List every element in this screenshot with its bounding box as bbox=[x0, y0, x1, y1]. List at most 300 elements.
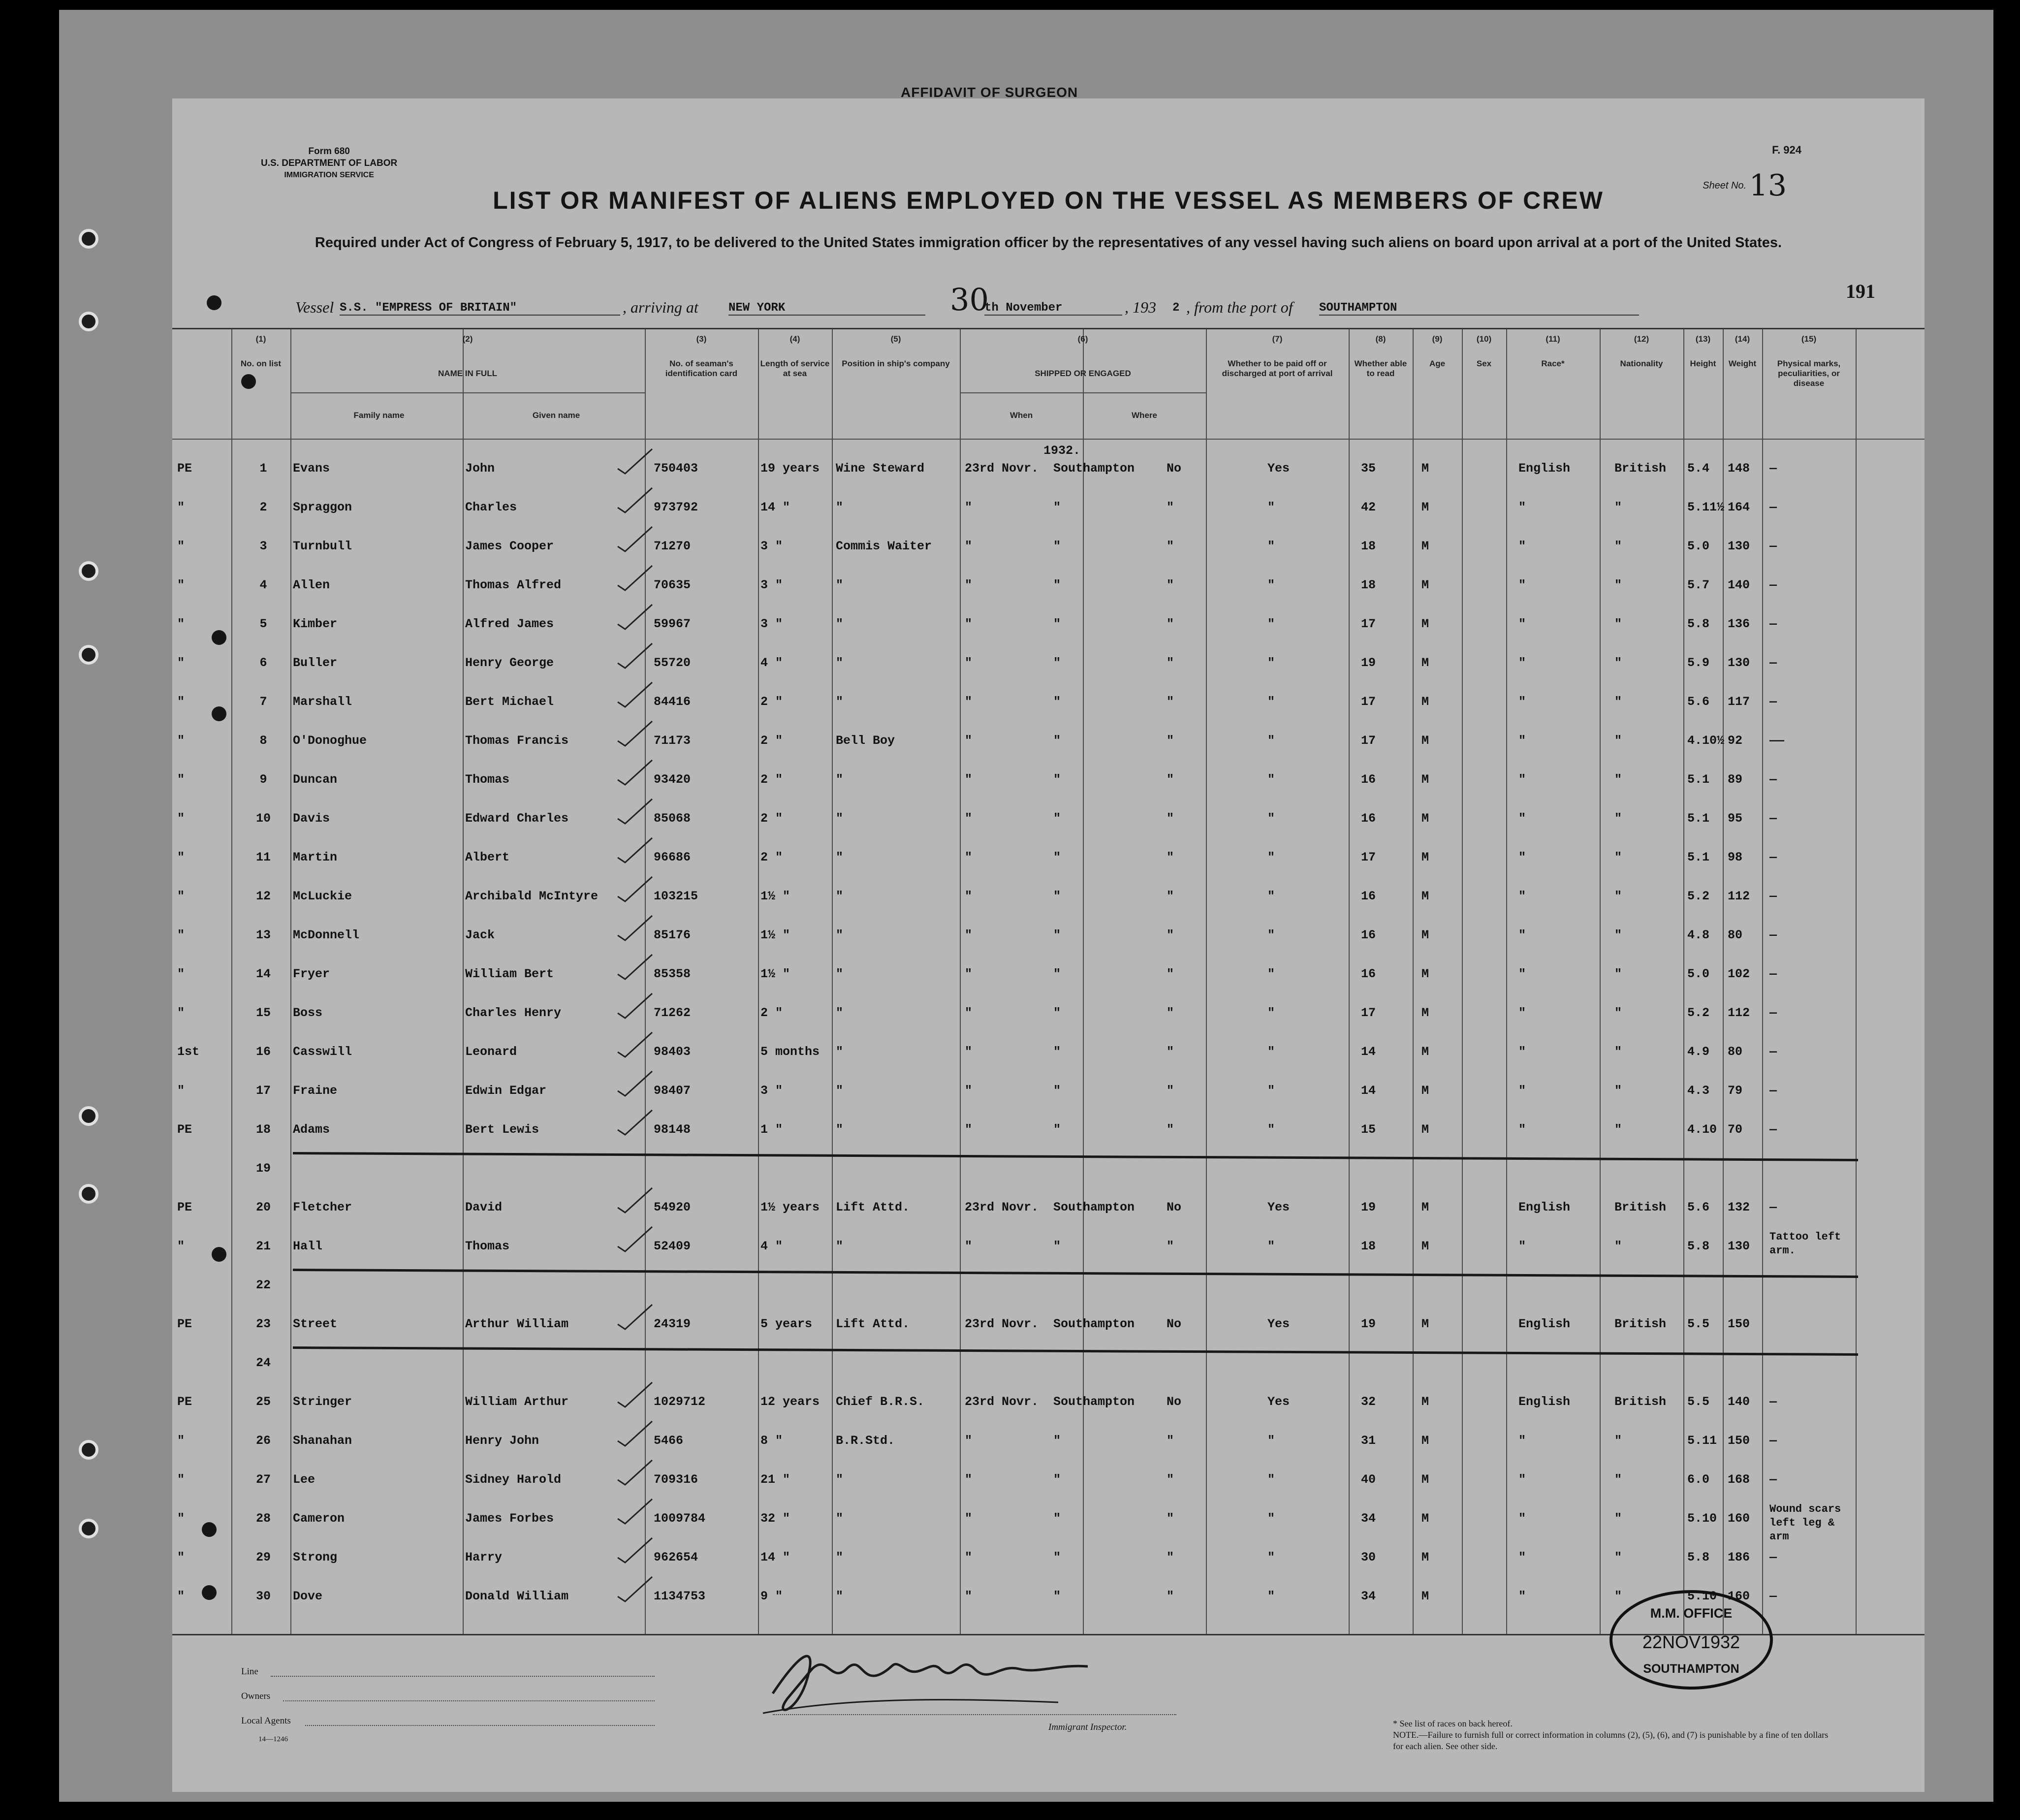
cell-no: 30 bbox=[255, 1589, 271, 1603]
cell-marks: — bbox=[1769, 461, 1777, 476]
cell-height: 5.8 bbox=[1687, 617, 1710, 631]
cell-nat: " bbox=[1614, 656, 1622, 670]
cell-marks: — bbox=[1769, 1200, 1777, 1214]
cell-family: Evans bbox=[293, 461, 330, 476]
check-mark bbox=[615, 719, 655, 748]
cell-height: 4.9 bbox=[1687, 1045, 1710, 1059]
cell-given: Jack bbox=[465, 928, 495, 942]
cell-age: 14 bbox=[1361, 1084, 1376, 1098]
cell-sex: M bbox=[1421, 500, 1429, 514]
cell-where: " bbox=[1053, 617, 1061, 631]
cell-paid: " bbox=[1167, 500, 1174, 514]
cell-height: 5.8 bbox=[1687, 1239, 1710, 1253]
check-mark bbox=[615, 1030, 655, 1059]
cell-when: " bbox=[965, 850, 973, 864]
cell-weight: 80 bbox=[1728, 1045, 1743, 1059]
check-mark bbox=[615, 641, 655, 671]
cell-given: Archibald McIntyre bbox=[465, 889, 599, 903]
cell-when: " bbox=[965, 967, 973, 981]
cell-read: " bbox=[1267, 1472, 1275, 1487]
column-header: Sex bbox=[1476, 359, 1492, 368]
form-number-block bbox=[261, 146, 397, 181]
cell-no: 3 bbox=[259, 539, 267, 553]
cell-given: Albert bbox=[465, 850, 510, 864]
cell-read: " bbox=[1267, 1045, 1275, 1059]
punch-hole bbox=[79, 1106, 98, 1126]
check-mark bbox=[615, 952, 655, 982]
strikethrough-line bbox=[293, 1152, 1858, 1161]
cell-where: " bbox=[1053, 928, 1061, 942]
cell-age: 14 bbox=[1361, 1045, 1376, 1059]
cell-family: Fryer bbox=[293, 967, 330, 981]
cell-family: Adams bbox=[293, 1122, 330, 1137]
cell-race: " bbox=[1518, 734, 1526, 748]
cell-mark: PE bbox=[177, 1122, 192, 1137]
cell-height: 4.10½ bbox=[1687, 734, 1725, 748]
column-divider bbox=[1723, 329, 1724, 1634]
column-divider bbox=[960, 329, 961, 1634]
cell-family: Marshall bbox=[293, 695, 352, 709]
cell-service: 2 " bbox=[760, 772, 783, 787]
cell-no: 1 bbox=[259, 461, 267, 476]
column-header: Position in ship's company bbox=[842, 359, 950, 368]
column-divider bbox=[1506, 329, 1507, 1634]
cell-nat: " bbox=[1614, 772, 1622, 787]
cell-marks: Wound scars left leg & arm bbox=[1769, 1503, 1841, 1543]
cell-no: 14 bbox=[255, 967, 271, 981]
cell-age: 34 bbox=[1361, 1589, 1376, 1603]
cell-service: 2 " bbox=[760, 811, 783, 826]
cell-weight: 168 bbox=[1728, 1472, 1750, 1487]
cell-position: " bbox=[836, 1045, 844, 1059]
column-divider bbox=[1683, 329, 1684, 1634]
column-number: (4) bbox=[789, 334, 800, 344]
owners-field bbox=[283, 1700, 655, 1701]
cell-no: 10 bbox=[255, 811, 271, 826]
arrival-date-handwritten: 30 bbox=[950, 282, 989, 318]
cell-race: " bbox=[1518, 1589, 1526, 1603]
column-number: (10) bbox=[1476, 334, 1492, 344]
cell-race: " bbox=[1518, 1511, 1526, 1526]
punch-hole bbox=[79, 229, 98, 249]
cell-height: 5.10 bbox=[1687, 1511, 1717, 1526]
local-agents-label: Local Agents bbox=[241, 1716, 291, 1726]
check-mark bbox=[615, 913, 655, 943]
cell-paid: " bbox=[1167, 1239, 1174, 1253]
cell-mark: " bbox=[177, 889, 185, 903]
cell-race: " bbox=[1518, 1550, 1526, 1565]
cell-position: " bbox=[836, 1122, 844, 1137]
column-divider bbox=[1413, 329, 1414, 1634]
cell-read: Yes bbox=[1267, 1395, 1290, 1409]
cell-race: " bbox=[1518, 617, 1526, 631]
cell-weight: 98 bbox=[1728, 850, 1743, 864]
cell-where: " bbox=[1053, 1084, 1061, 1098]
cell-mark: " bbox=[177, 1511, 185, 1526]
cell-service: 32 " bbox=[760, 1511, 790, 1526]
stamp-top-text: M.M. OFFICE bbox=[1650, 1606, 1733, 1621]
cell-family: McLuckie bbox=[293, 889, 352, 903]
cell-position: " bbox=[836, 695, 844, 709]
cell-where: " bbox=[1053, 967, 1061, 981]
cell-no: 12 bbox=[255, 889, 271, 903]
cell-age: 16 bbox=[1361, 967, 1376, 981]
cell-height: 5.10 bbox=[1687, 1589, 1717, 1603]
cell-marks: — bbox=[1769, 811, 1777, 826]
affidavit-title: AFFIDAVIT OF SURGEON bbox=[901, 85, 1078, 100]
cell-service: 14 " bbox=[760, 1550, 790, 1565]
cell-family: Fraine bbox=[293, 1084, 338, 1098]
cell-sex: M bbox=[1421, 1589, 1429, 1603]
cell-race: " bbox=[1518, 967, 1526, 981]
cell-race: " bbox=[1518, 850, 1526, 864]
cell-race: " bbox=[1518, 772, 1526, 787]
cell-race: " bbox=[1518, 1434, 1526, 1448]
cell-read: Yes bbox=[1267, 461, 1290, 476]
cell-mark: " bbox=[177, 967, 185, 981]
cell-nat: " bbox=[1614, 1045, 1622, 1059]
punch-hole bbox=[79, 1519, 98, 1538]
cell-marks: — bbox=[1769, 850, 1777, 864]
cell-family: Hall bbox=[293, 1239, 323, 1253]
check-mark bbox=[615, 447, 655, 476]
cell-position: " bbox=[836, 967, 844, 981]
cell-race: " bbox=[1518, 1472, 1526, 1487]
page-subtitle: Required under Act of Congress of February 5, 1917, to be delivered to the United States immigration officer by the representatives of any vessel having such aliens on board upon arrival at a port of the United States. bbox=[315, 235, 1782, 251]
cell-when: " bbox=[965, 772, 973, 787]
cell-family: Fletcher bbox=[293, 1200, 352, 1214]
cell-weight: 102 bbox=[1728, 967, 1750, 981]
column-divider bbox=[1206, 329, 1207, 1634]
cell-family: Strong bbox=[293, 1550, 338, 1565]
cell-given: William Arthur bbox=[465, 1395, 569, 1409]
cell-where: Southampton bbox=[1053, 1200, 1135, 1214]
cell-nat: British bbox=[1614, 1317, 1667, 1331]
cell-given: Charles bbox=[465, 500, 517, 514]
cell-given: David bbox=[465, 1200, 503, 1214]
cell-height: 6.0 bbox=[1687, 1472, 1710, 1487]
form-line: Form 680 bbox=[308, 146, 350, 157]
cell-paid: " bbox=[1167, 539, 1174, 553]
cell-card: 973792 bbox=[654, 500, 698, 514]
cell-weight: 112 bbox=[1728, 1006, 1750, 1020]
cell-weight: 164 bbox=[1728, 500, 1750, 514]
cell-age: 35 bbox=[1361, 461, 1376, 476]
from-port: SOUTHAMPTON bbox=[1319, 301, 1639, 316]
from-port-label: , from the port of bbox=[1186, 298, 1293, 316]
cell-when: 23rd Novr. bbox=[965, 1317, 1039, 1331]
cell-nat: " bbox=[1614, 889, 1622, 903]
column-subheader: When bbox=[1010, 411, 1033, 420]
cell-marks: — bbox=[1769, 1589, 1777, 1603]
cell-service: 2 " bbox=[760, 850, 783, 864]
cell-sex: M bbox=[1421, 1317, 1429, 1331]
cell-mark: PE bbox=[177, 1317, 192, 1331]
cell-where: " bbox=[1053, 1472, 1061, 1487]
cell-position: " bbox=[836, 1239, 844, 1253]
cell-where: " bbox=[1053, 1550, 1061, 1565]
cell-weight: 132 bbox=[1728, 1200, 1750, 1214]
cell-height: 5.6 bbox=[1687, 695, 1710, 709]
cell-family: Turnbull bbox=[293, 539, 352, 553]
cell-age: 32 bbox=[1361, 1395, 1376, 1409]
cell-when: " bbox=[965, 500, 973, 514]
year-above-dates: 1932. bbox=[1043, 444, 1081, 458]
check-mark bbox=[615, 1108, 655, 1137]
cell-nat: British bbox=[1614, 461, 1667, 476]
cell-sex: M bbox=[1421, 772, 1429, 787]
cell-age: 19 bbox=[1361, 1317, 1376, 1331]
cell-family: Kimber bbox=[293, 617, 338, 631]
cell-age: 17 bbox=[1361, 850, 1376, 864]
cell-read: " bbox=[1267, 772, 1275, 787]
cell-marks: — bbox=[1769, 1006, 1777, 1020]
column-header: Physical marks, peculiarities, or disease bbox=[1777, 359, 1841, 388]
cell-given: Sidney Harold bbox=[465, 1472, 562, 1487]
cell-age: 18 bbox=[1361, 1239, 1376, 1253]
cell-paid: " bbox=[1167, 578, 1174, 592]
cell-race: " bbox=[1518, 811, 1526, 826]
cell-marks: — bbox=[1769, 500, 1777, 514]
print-code: 14—1246 bbox=[258, 1735, 288, 1743]
inspector-signature bbox=[743, 1639, 1107, 1723]
cell-where: " bbox=[1053, 1045, 1061, 1059]
cell-sex: M bbox=[1421, 1395, 1429, 1409]
cell-where: Southampton bbox=[1053, 1395, 1135, 1409]
cell-position: " bbox=[836, 1589, 844, 1603]
cell-no: 26 bbox=[255, 1434, 271, 1448]
cell-given: Thomas bbox=[465, 772, 510, 787]
cell-where: " bbox=[1053, 1511, 1061, 1526]
cell-position: " bbox=[836, 1084, 844, 1098]
check-mark bbox=[615, 835, 655, 865]
cell-when: " bbox=[965, 1434, 973, 1448]
check-mark bbox=[615, 680, 655, 709]
cell-where: " bbox=[1053, 578, 1061, 592]
cell-paid: " bbox=[1167, 1045, 1174, 1059]
cell-sex: M bbox=[1421, 928, 1429, 942]
cell-weight: 160 bbox=[1728, 1589, 1750, 1603]
cell-weight: 150 bbox=[1728, 1434, 1750, 1448]
cell-weight: 150 bbox=[1728, 1317, 1750, 1331]
cell-given: Donald William bbox=[465, 1589, 569, 1603]
cell-given: Arthur William bbox=[465, 1317, 569, 1331]
column-divider bbox=[231, 329, 232, 1634]
stamp-bottom-text: SOUTHAMPTON bbox=[1643, 1662, 1739, 1676]
cell-when: " bbox=[965, 734, 973, 748]
vessel-name: S.S. "EMPRESS OF BRITAIN" bbox=[340, 301, 620, 316]
cell-mark: " bbox=[177, 772, 185, 787]
cell-nat: " bbox=[1614, 928, 1622, 942]
cell-paid: " bbox=[1167, 772, 1174, 787]
cell-paid: " bbox=[1167, 1589, 1174, 1603]
cell-sex: M bbox=[1421, 811, 1429, 826]
cell-no: 27 bbox=[255, 1472, 271, 1487]
cell-paid: " bbox=[1167, 1122, 1174, 1137]
column-divider bbox=[1856, 329, 1857, 1634]
cell-height: 4.10 bbox=[1687, 1122, 1717, 1137]
cell-height: 5.8 bbox=[1687, 1550, 1710, 1565]
cell-given: James Cooper bbox=[465, 539, 554, 553]
cell-read: " bbox=[1267, 617, 1275, 631]
cell-family: Martin bbox=[293, 850, 338, 864]
cell-age: 42 bbox=[1361, 500, 1376, 514]
check-mark bbox=[615, 1497, 655, 1526]
cell-service: 19 years bbox=[760, 461, 820, 476]
cell-sex: M bbox=[1421, 539, 1429, 553]
cell-given: Harry bbox=[465, 1550, 503, 1565]
cell-card: 1134753 bbox=[654, 1589, 706, 1603]
column-header: Nationality bbox=[1620, 359, 1663, 368]
cell-marks: — bbox=[1769, 1084, 1777, 1098]
cell-service: 2 " bbox=[760, 734, 783, 748]
cell-paid: " bbox=[1167, 1006, 1174, 1020]
cell-marks: — bbox=[1769, 772, 1777, 787]
cell-card: 59967 bbox=[654, 617, 691, 631]
cell-race: " bbox=[1518, 889, 1526, 903]
cell-height: 5.5 bbox=[1687, 1395, 1710, 1409]
cell-weight: 92 bbox=[1728, 734, 1743, 748]
cell-weight: 112 bbox=[1728, 889, 1750, 903]
cell-given: Leonard bbox=[465, 1045, 517, 1059]
cell-no: 8 bbox=[259, 734, 267, 748]
cell-sex: M bbox=[1421, 461, 1429, 476]
cell-no: 4 bbox=[259, 578, 267, 592]
cell-no: 15 bbox=[255, 1006, 271, 1020]
cell-paid: " bbox=[1167, 1084, 1174, 1098]
cell-age: 17 bbox=[1361, 617, 1376, 631]
cell-mark: " bbox=[177, 1006, 185, 1020]
cell-no: 25 bbox=[255, 1395, 271, 1409]
cell-card: 70635 bbox=[654, 578, 691, 592]
cell-read: " bbox=[1267, 734, 1275, 748]
cell-age: 40 bbox=[1361, 1472, 1376, 1487]
cell-paid: " bbox=[1167, 811, 1174, 826]
column-number: (5) bbox=[890, 334, 901, 344]
cell-given: Bert Michael bbox=[465, 695, 554, 709]
cell-service: 12 years bbox=[760, 1395, 820, 1409]
cell-card: 93420 bbox=[654, 772, 691, 787]
column-header: Height bbox=[1690, 359, 1716, 368]
punch-hole bbox=[79, 561, 98, 581]
cell-read: " bbox=[1267, 928, 1275, 942]
cell-nat: " bbox=[1614, 539, 1622, 553]
cell-paid: " bbox=[1167, 695, 1174, 709]
cell-service: 14 " bbox=[760, 500, 790, 514]
cell-given: Thomas Alfred bbox=[465, 578, 562, 592]
column-number: (15) bbox=[1801, 334, 1817, 344]
form-code: F. 924 bbox=[1772, 144, 1801, 156]
cell-sex: M bbox=[1421, 617, 1429, 631]
cell-given: John bbox=[465, 461, 495, 476]
cell-no: 23 bbox=[255, 1317, 271, 1331]
cell-race: " bbox=[1518, 539, 1526, 553]
column-divider bbox=[1083, 393, 1084, 439]
cell-nat: British bbox=[1614, 1395, 1667, 1409]
cell-read: Yes bbox=[1267, 1200, 1290, 1214]
cell-paid: No bbox=[1167, 1395, 1182, 1409]
cell-nat: British bbox=[1614, 1200, 1667, 1214]
cell-mark: " bbox=[177, 1550, 185, 1565]
immigrant-inspector-label: Immigrant Inspector. bbox=[1048, 1722, 1127, 1732]
cell-when: " bbox=[965, 1084, 973, 1098]
cell-mark: " bbox=[177, 1239, 185, 1253]
cell-given: Alfred James bbox=[465, 617, 554, 631]
cell-where: " bbox=[1053, 850, 1061, 864]
cell-paid: " bbox=[1167, 967, 1174, 981]
cell-no: 11 bbox=[255, 850, 271, 864]
cell-paid: " bbox=[1167, 928, 1174, 942]
cell-no: 16 bbox=[255, 1045, 271, 1059]
cell-where: " bbox=[1053, 656, 1061, 670]
cell-nat: " bbox=[1614, 1006, 1622, 1020]
cell-card: 52409 bbox=[654, 1239, 691, 1253]
races-footnote: * See list of races on back hereof. bbox=[1393, 1719, 1513, 1728]
cell-weight: 80 bbox=[1728, 928, 1743, 942]
cell-sex: M bbox=[1421, 578, 1429, 592]
cell-when: 23rd Novr. bbox=[965, 461, 1039, 476]
cell-height: 5.0 bbox=[1687, 967, 1710, 981]
cell-paid: " bbox=[1167, 617, 1174, 631]
cell-age: 34 bbox=[1361, 1511, 1376, 1526]
cell-card: 85176 bbox=[654, 928, 691, 942]
cell-age: 16 bbox=[1361, 889, 1376, 903]
cell-nat: " bbox=[1614, 500, 1622, 514]
cell-no: 20 bbox=[255, 1200, 271, 1214]
cell-card: 1009784 bbox=[654, 1511, 706, 1526]
cell-weight: 79 bbox=[1728, 1084, 1743, 1098]
cell-card: 962654 bbox=[654, 1550, 698, 1565]
cell-age: 19 bbox=[1361, 656, 1376, 670]
check-mark bbox=[615, 758, 655, 787]
cell-read: " bbox=[1267, 539, 1275, 553]
column-divider bbox=[758, 329, 759, 1634]
column-header: No. on list bbox=[240, 359, 282, 368]
cell-service: 2 " bbox=[760, 695, 783, 709]
cell-height: 5.1 bbox=[1687, 850, 1710, 864]
cell-sex: M bbox=[1421, 1472, 1429, 1487]
cell-height: 5.2 bbox=[1687, 1006, 1710, 1020]
cell-height: 5.4 bbox=[1687, 461, 1710, 476]
stamp-date: 22NOV1932 bbox=[1642, 1632, 1740, 1652]
check-mark bbox=[615, 1419, 655, 1448]
cell-age: 16 bbox=[1361, 772, 1376, 787]
cell-sex: M bbox=[1421, 1122, 1429, 1137]
cell-card: 103215 bbox=[654, 889, 698, 903]
cell-when: " bbox=[965, 656, 973, 670]
cell-position: " bbox=[836, 928, 844, 942]
cell-marks: — bbox=[1769, 617, 1777, 631]
cell-sex: M bbox=[1421, 1550, 1429, 1565]
cell-family: Allen bbox=[293, 578, 330, 592]
cell-mark: " bbox=[177, 1084, 185, 1098]
cell-sex: M bbox=[1421, 967, 1429, 981]
cell-service: 1½ " bbox=[760, 967, 790, 981]
check-mark bbox=[615, 602, 655, 632]
cell-no: 2 bbox=[259, 500, 267, 514]
cell-given: Thomas bbox=[465, 1239, 510, 1253]
column-number: (13) bbox=[1695, 334, 1711, 344]
cell-when: " bbox=[965, 539, 973, 553]
cell-mark: PE bbox=[177, 461, 192, 476]
sheet-label: Sheet No. bbox=[1703, 180, 1747, 191]
cell-paid: " bbox=[1167, 889, 1174, 903]
cell-nat: " bbox=[1614, 734, 1622, 748]
cell-mark: " bbox=[177, 734, 185, 748]
column-divider bbox=[1762, 329, 1763, 1634]
cell-race: " bbox=[1518, 1122, 1526, 1137]
check-mark bbox=[615, 485, 655, 515]
